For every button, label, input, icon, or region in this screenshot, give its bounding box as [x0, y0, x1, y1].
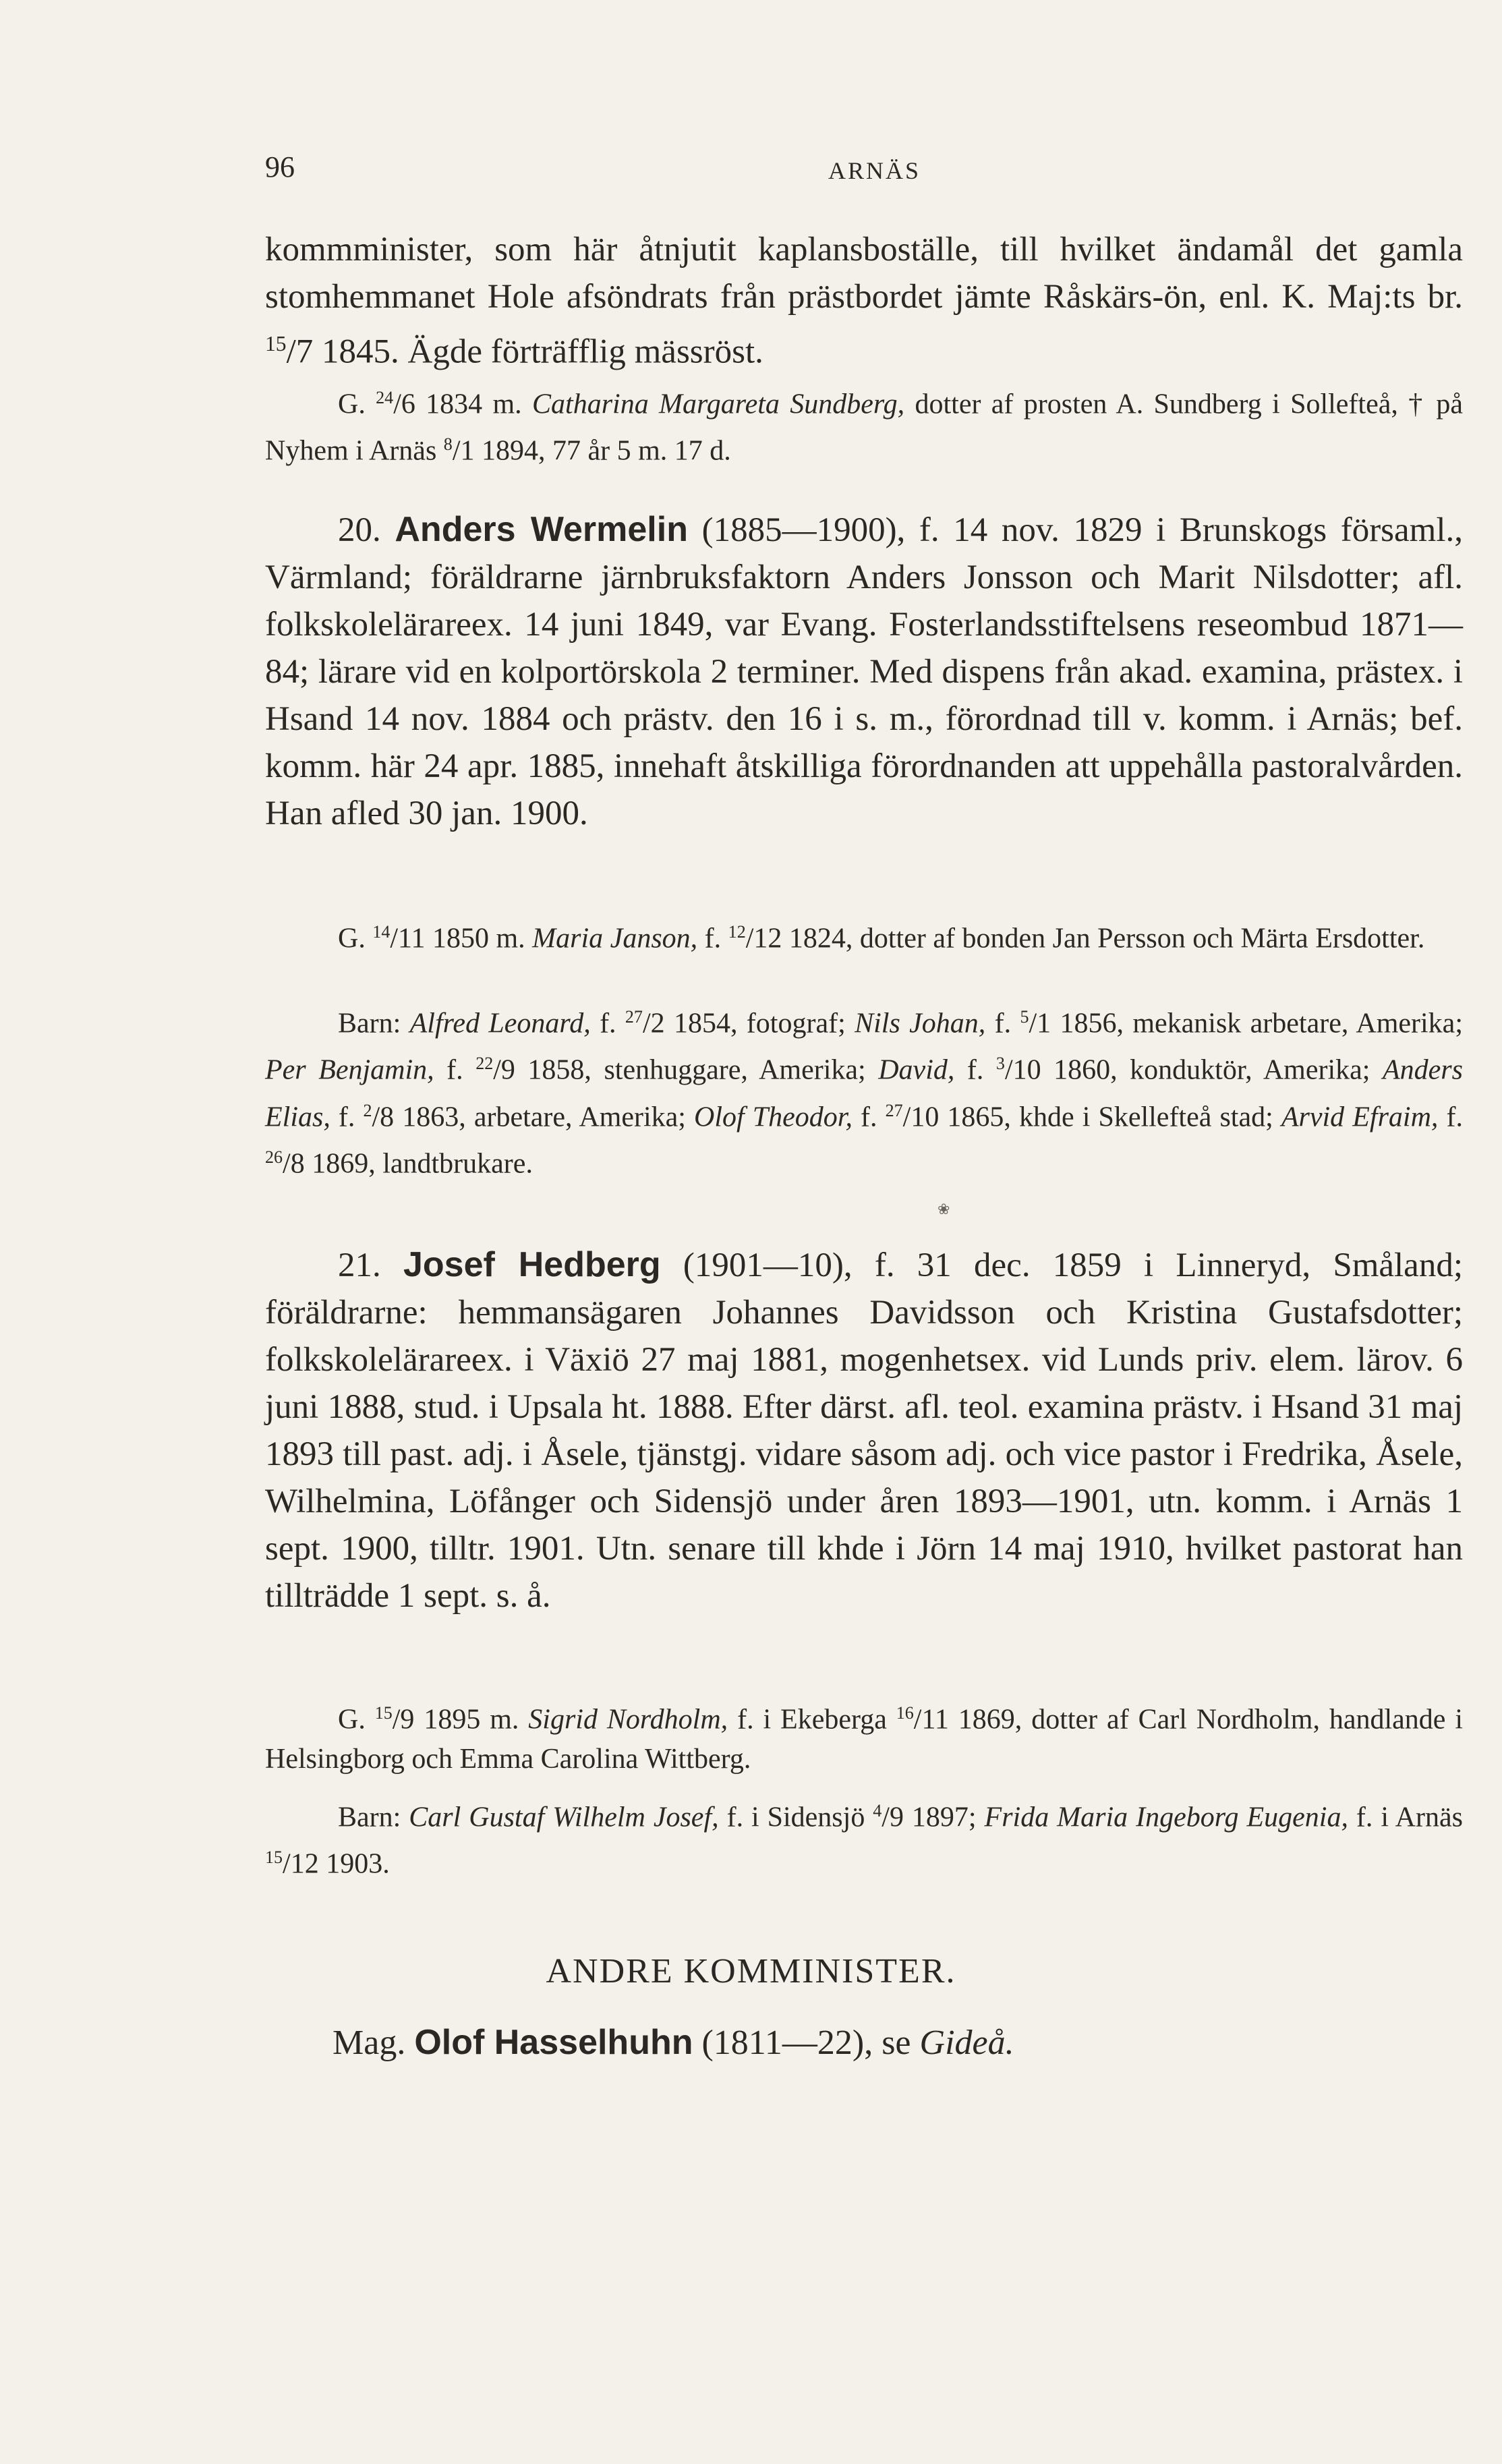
continuation-paragraph: kommminister, som här åtnjutit kaplansboställe, till hvilket ändamål det gamla stomhemmanet Hole afsöndrats från prästbordet jämte Råskärs-ön, enl. K. Maj:ts br. $^{15}$/7 1845. Ägde förträfflig mässröst. — [265, 231, 1463, 371]
entry-name: Olof Hasselhuhn — [414, 2023, 693, 2062]
section-title: ANDRE KOMMINISTER. — [546, 1952, 956, 1990]
ornament-mark: ❀ — [937, 1201, 950, 1217]
entry-21: 21. Josef Hedberg (1901—10), f. 31 dec. 1859 i Linneryd, Småland; föräldrarne: hemmansägaren Johannes Davidsson och Kristina Gustafsdotter; folkskolelärareex. i Växiö 27 maj 1881, mogenhetsex. vid Lunds priv. elem. lärov. 6 juni 1888, stud. i Upsala ht. 1888. Efter därst. afl. teol. examina prästv. i Hsand 31 maj 1893 till past. adj. i Åsele, tjänstgj. vidare såsom adj. och vice pastor i Fredrika, Åsele, Wilhelmina, Löfånger och Sidensjö under åren 1893—1901, utn. komm. i Arnäs 1 sept. 1900, tilltr. 1901. Utn. senare till khde i Jörn 14 maj 1910, hvilket pastorat han tillträdde 1 sept. s. å. — [265, 1245, 1463, 1615]
children-note-20: Barn: Alfred Leonard, f. $^{27}$/2 1854, fotograf; Nils Johan, f. $^5$/1 1856, mekanisk arbetare, Amerika; Per Benjamin, f. $^{22}$/9 1858, stenhuggare, Amerika; David, f. $^3$/10 1860, konduktör, Amerika; Anders Elias, f. $^2$/8 1863, arbetare, Amerika; Olof Theodor, f. $^{27}$/10 1865, khde i Skellefteå stad; Arvid Efraim, f. $^{26}$/8 1869, landtbrukare. — [265, 1007, 1464, 1180]
entry-name: Josef Hedberg — [403, 1245, 661, 1284]
running-head: ARNÄS — [828, 157, 921, 184]
mag-entry: Mag. Olof Hasselhuhn (1811—22), se Gideå. — [333, 2023, 1014, 2062]
children-note-21: Barn: Carl Gustaf Wilhelm Josef, f. i Sidensjö $^4$/9 1897; Frida Maria Ingeborg Eugenia, f. i Arnäs $^{15}$/12 1903. — [265, 1801, 1463, 1880]
marriage-note-20: G. $^{14}$/11 1850 m. Maria Janson, f. $^{12}$/12 1824, dotter af bonden Jan Persson och Märta Ersdotter. — [338, 922, 1425, 954]
marriage-note-21: G. $^{15}$/9 1895 m. Sigrid Nordholm, f. i Ekeberga $^{16}$/11 1869, dotter af Carl Nordholm, handlande i Helsingborg och Emma Carolina Wittberg. — [265, 1703, 1464, 1775]
entry-name: Anders Wermelin — [395, 510, 688, 549]
page-number: 96 — [265, 150, 295, 183]
entry-number: 21. — [338, 1247, 381, 1284]
entry-number: 20. — [338, 511, 381, 549]
marriage-note-prev: G. $^{24}$/6 1834 m. Catharina Margareta Sundberg, dotter af prosten A. Sundberg i Sollefteå, † på Nyhem i Arnäs $^8$/1 1894, 77 år 5 m. 17 d. — [265, 388, 1463, 467]
cross-reference: Gideå. — [919, 2024, 1014, 2062]
entry-20: 20. Anders Wermelin (1885—1900), f. 14 nov. 1829 i Brunskogs församl., Värmland; föräldrarne järnbruksfaktorn Anders Jonsson och Marit Nilsdotter; afl. folkskolelärareex. 14 juni 1849, var Evang. Fosterlandsstiftelsens reseombud 1871—84; lärare vid en kolportörskola 2 terminer. Med dispens från akad. examina, prästex. i Hsand 14 nov. 1884 och prästv. den 16 i s. m., förordnad till v. komm. i Arnäs; bef. komm. här 24 apr. 1885, innehaft åtskilliga förordnanden att uppehålla pastoralvården. Han afled 30 jan. 1900. — [265, 510, 1463, 832]
